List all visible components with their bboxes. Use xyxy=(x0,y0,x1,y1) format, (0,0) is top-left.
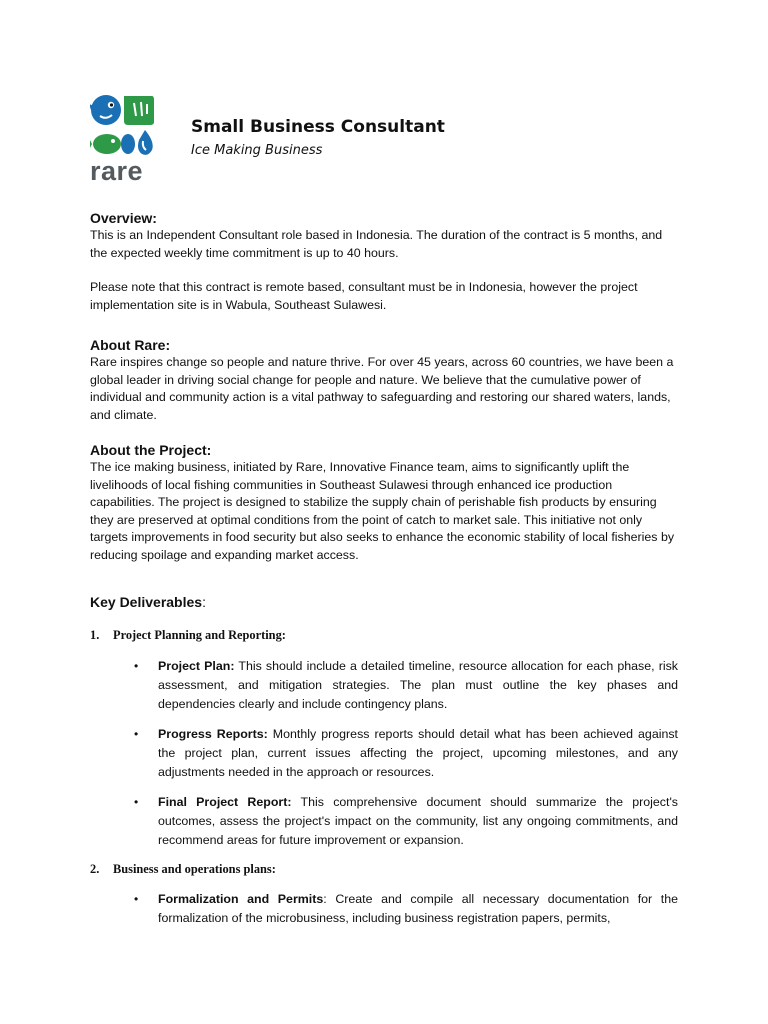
page-subtitle: Ice Making Business xyxy=(191,143,323,158)
about-rare-paragraph: Rare inspires change so people and nature thrive. For over 45 years, across 60 countries, we have been a global leader in driving social change for people and nature. We believe that the cumulative power of individual and community action is a vital pathway to safeguarding and restoring our shared waters, lands, and climate. xyxy=(90,355,674,422)
bullet-label: Progress Reports: xyxy=(158,726,268,741)
overview-paragraph-1: This is an Independent Consultant role based in Indonesia. The duration of the contract is 5 months, and the expected weekly time commitment is up to 40 hours. xyxy=(90,228,663,260)
logo-wordmark: rare xyxy=(90,156,144,186)
list-item xyxy=(90,657,678,714)
about-rare-heading: About Rare: xyxy=(90,337,171,353)
bullet-label: Formalization and Permits xyxy=(158,892,324,906)
deliverable-2-number: 2. xyxy=(90,861,100,876)
bullet-text: This comprehensive document should summarize the project's outcomes, assess the project's impact on the community, list any ongoing commitments, and recommend areas for future improvement or expansion. xyxy=(158,794,679,847)
bullet-text: This should include a detailed timeline, resource allocation for each phase, risk assessment, and mitigation strategies. The plan must outline the key phases and dependencies clearly and include contingency plans. xyxy=(158,658,678,711)
page-title: Small Business Consultant xyxy=(191,117,445,137)
deliverable-2-list xyxy=(90,890,678,928)
list-item xyxy=(90,793,678,850)
key-deliverables-heading-colon: : xyxy=(202,594,206,610)
about-project-heading: About the Project: xyxy=(90,442,212,458)
bullet-icon: • xyxy=(134,892,139,906)
deliverable-2-title xyxy=(90,861,678,879)
rare-logo-icon xyxy=(90,94,156,158)
list-item xyxy=(90,725,678,782)
deliverable-1-list xyxy=(90,657,678,850)
bullet-icon: • xyxy=(134,726,139,741)
bullet-text: : Create and compile all necessary documentation for the formalization of the microbusiness, including business registration papers, permits, xyxy=(158,892,678,925)
overview-paragraph-2: Please note that this contract is remote based, consultant must be in Indonesia, however the project implementation site is in Wabula, Southeast Sulawesi. xyxy=(90,280,638,312)
bullet-label: Final Project Report: xyxy=(158,794,292,809)
bullet-text: Monthly progress reports should detail what has been achieved against the project plan, current issues affecting the project, upcoming milestones, and any adjustments needed in the approach or resources. xyxy=(158,726,678,779)
bullet-icon: • xyxy=(134,794,139,809)
document-body xyxy=(90,209,678,928)
key-deliverables-heading-text: Key Deliverables xyxy=(90,594,203,610)
deliverable-1-number: 1. xyxy=(90,628,100,642)
deliverable-1-title-text: Project Planning and Reporting: xyxy=(113,628,286,642)
bullet-label: Project Plan: xyxy=(158,658,235,673)
rare-logo xyxy=(90,94,156,186)
key-deliverables-heading xyxy=(90,593,678,611)
about-project-paragraph: The ice making business, initiated by Rare, Innovative Finance team, aims to significantly uplift the livelihoods of local fishing communities in Southeast Sulawesi through enhanced ice production capabilities. The project is designed to stabilize the supply chain of perishable fish products by ensuring they are preserved at optimal conditions from the point of catch to market sale. This initiative not only targets improvements in food security but also seeks to enhance the economic stability of local fisheries by reducing spoilage and expanding market access. xyxy=(90,460,675,562)
bullet-icon: • xyxy=(134,658,139,673)
deliverable-2-title-text: Business and operations plans: xyxy=(113,861,276,876)
overview-heading: Overview: xyxy=(90,210,157,226)
deliverable-1-title xyxy=(90,627,678,645)
list-item xyxy=(90,890,678,928)
